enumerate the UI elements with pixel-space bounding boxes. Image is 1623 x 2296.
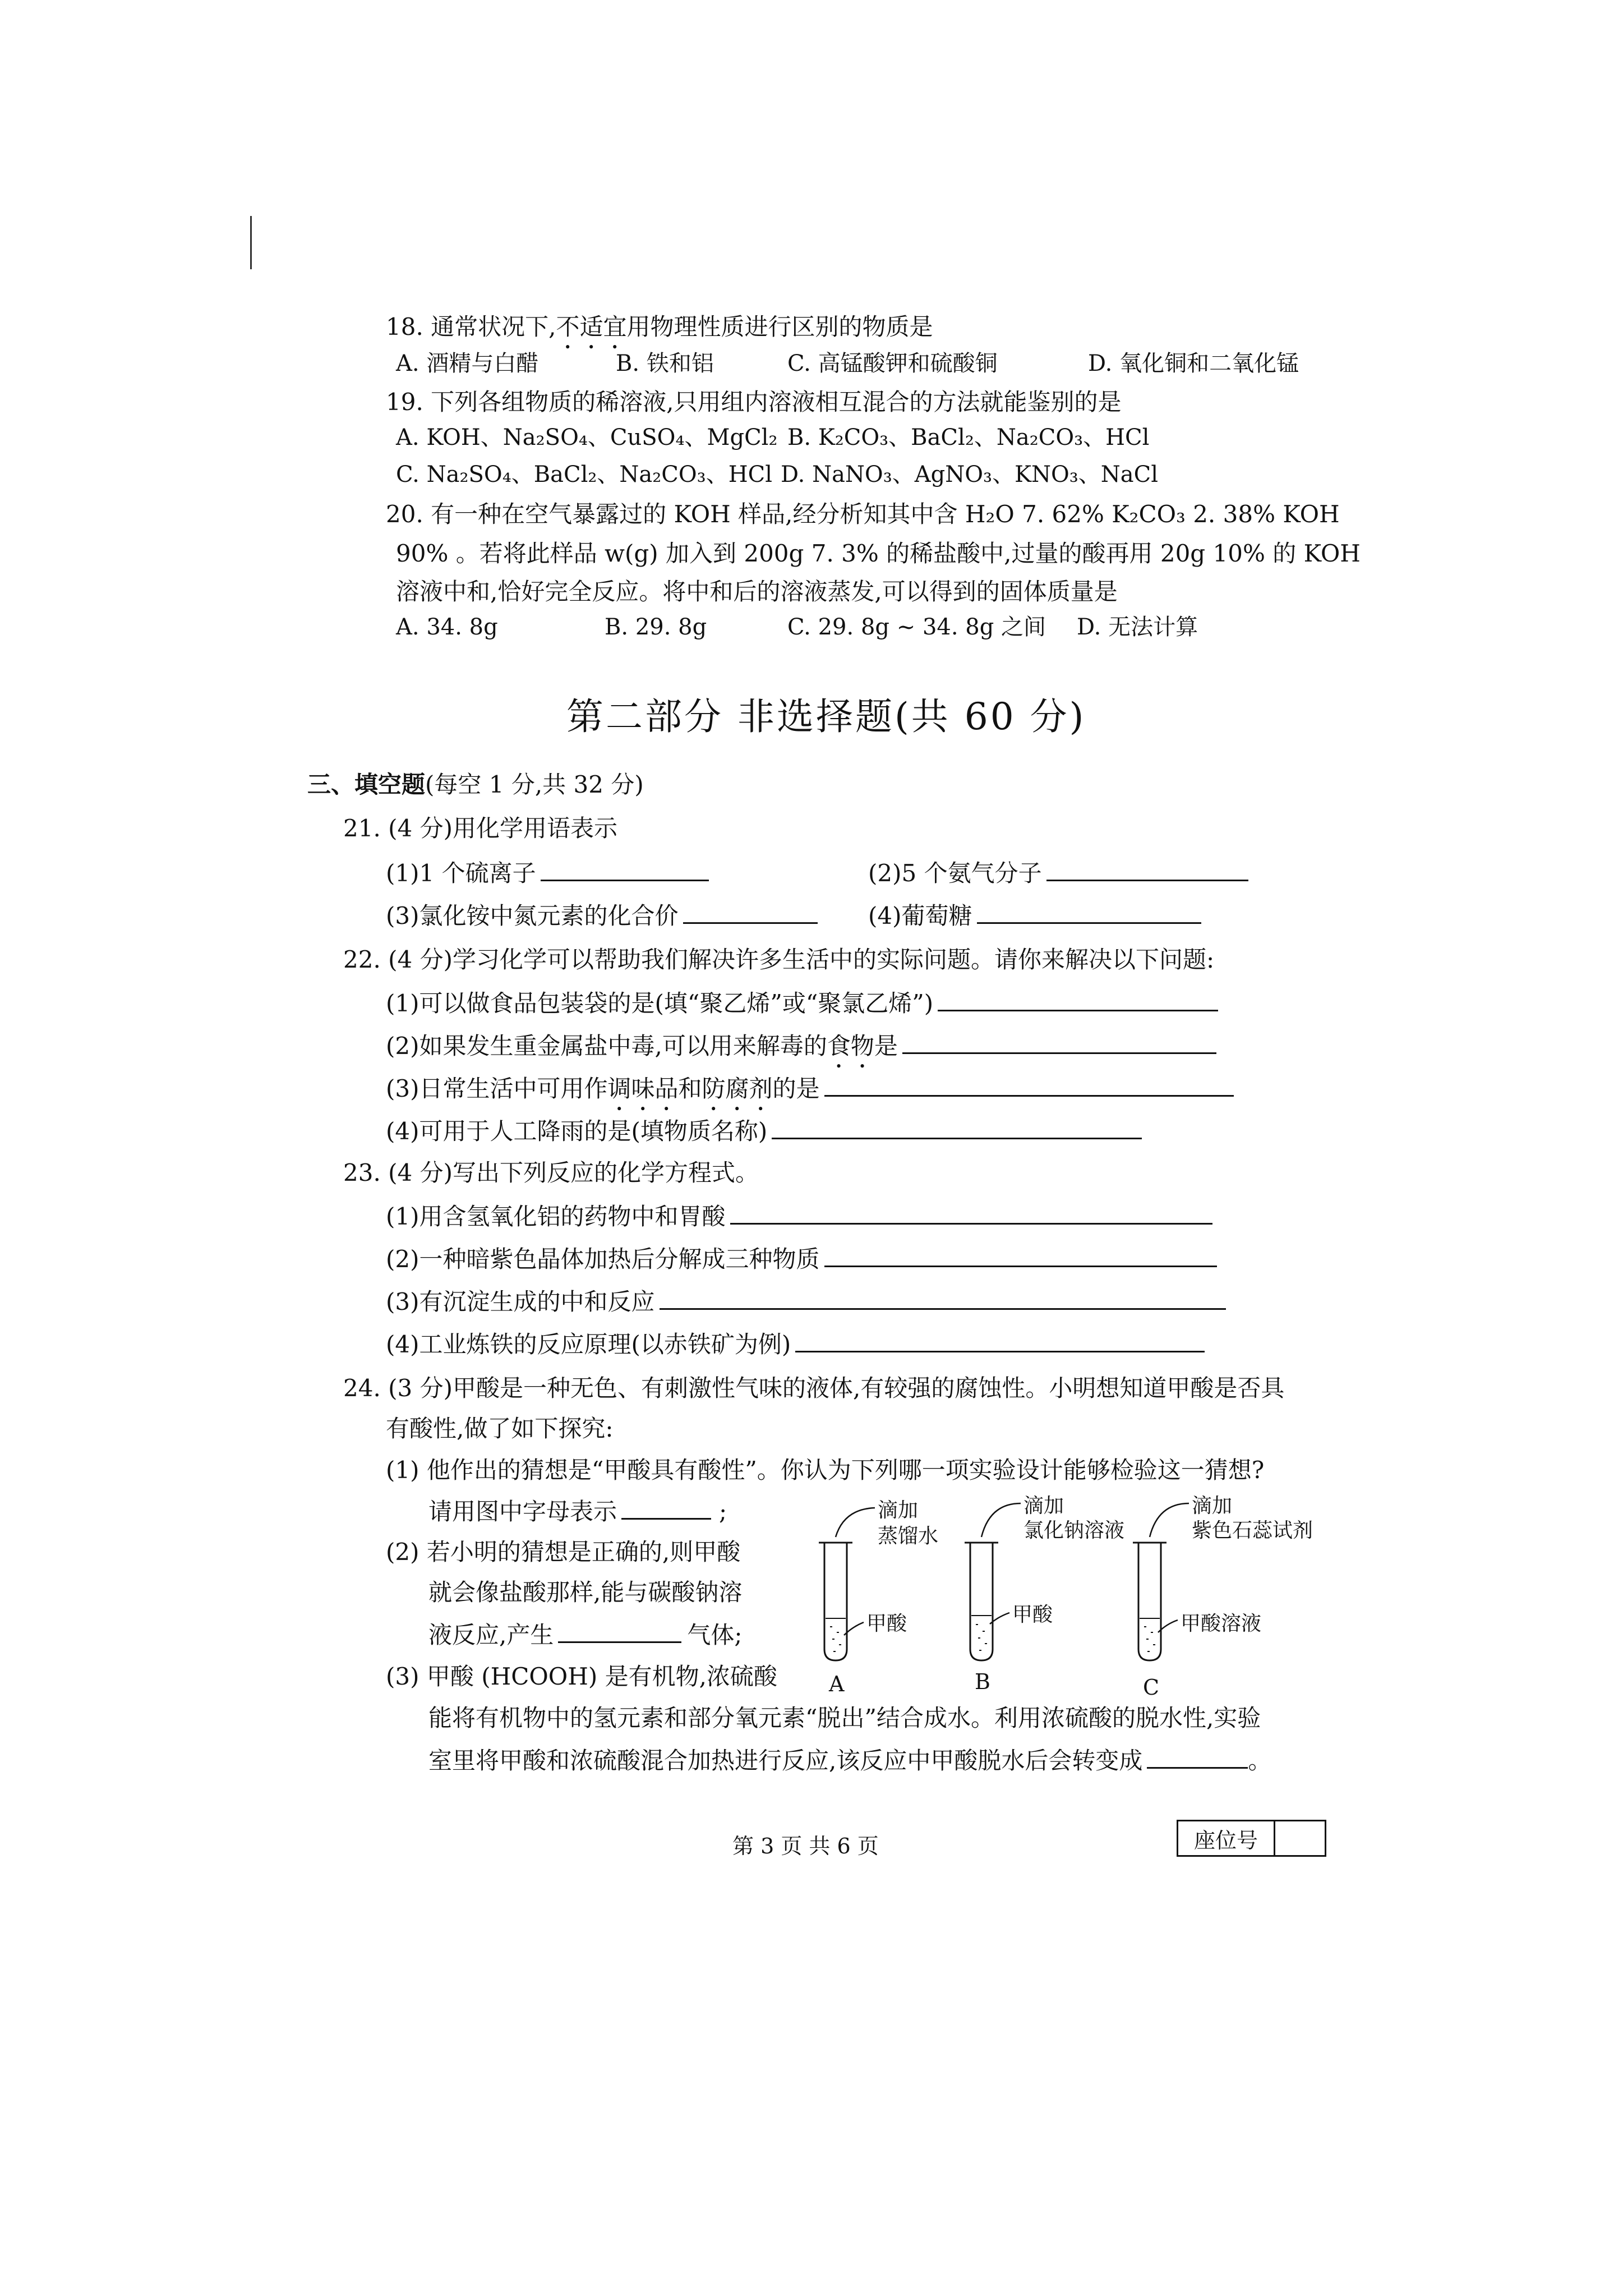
seat-label: 座位号 <box>1193 1828 1258 1853</box>
q20-option-c: C. 29. 8g ~ 34. 8g 之间 <box>787 614 1046 640</box>
answer-blank[interactable] <box>977 900 1201 924</box>
tube-b-drop-label-1: 滴加 <box>1023 1494 1064 1517</box>
q19-option-d: D. NaNO₃、AgNO₃、KNO₃、NaCl <box>781 462 1159 487</box>
answer-blank[interactable] <box>1147 1745 1248 1769</box>
q24-part3-line3: 室里将甲酸和浓硫酸混合加热进行反应,该反应中甲酸脱水后会转变成 。 <box>428 1745 1271 1776</box>
q18-option-c: C. 高锰酸钾和硫酸铜 <box>787 351 998 376</box>
q22-item-3: (3)日常生活中可用作调味品和防腐剂的是 <box>386 1073 1234 1116</box>
answer-blank[interactable] <box>541 857 709 881</box>
tube-a-drop-label-2: 蒸馏水 <box>878 1525 939 1548</box>
tube-c <box>1133 1503 1189 1660</box>
q20-line1: 20. 有一种在空气暴露过的 KOH 样品,经分析知其中含 H₂O 7. 62% K₂CO₃ 2. 38% KOH <box>386 500 1340 528</box>
tube-c-content-label: 甲酸溶液 <box>1181 1612 1262 1635</box>
answer-blank[interactable] <box>772 1115 1142 1139</box>
q19-option-c: C. Na₂SO₄、BaCl₂、Na₂CO₃、HCl <box>396 462 772 487</box>
q19-option-a: A. KOH、Na₂SO₄、CuSO₄、MgCl₂ <box>396 425 778 450</box>
seat-number-box <box>1177 1820 1328 1857</box>
q24-part3-line1: (3) 甲酸 (HCOOH) 是有机物,浓硫酸 <box>386 1663 777 1690</box>
q22-item-4: (4)可用于人工降雨的是(填物质名称) <box>386 1115 1142 1147</box>
q20-line3: 溶液中和,恰好完全反应。将中和后的溶液蒸发,可以得到的固体质量是 <box>396 578 1118 605</box>
tube-b-letter: B <box>975 1669 990 1694</box>
q18-option-b: B. 铁和铝 <box>616 351 714 376</box>
q22-item-2: (2)如果发生重金属盐中毒,可以用来解毒的食物是 <box>386 1030 1216 1073</box>
seat-label-cell <box>1177 1820 1275 1857</box>
answer-blank[interactable] <box>730 1200 1212 1225</box>
tube-a-drop-label-1: 滴加 <box>878 1499 919 1522</box>
answer-blank[interactable] <box>683 900 818 924</box>
answer-blank[interactable] <box>795 1328 1205 1352</box>
answer-blank[interactable] <box>824 1073 1234 1097</box>
test-tube-diagram <box>785 1492 1368 1705</box>
q18-option-a: A. 酒精与白醋 <box>396 351 539 376</box>
q18-stem: 18. 通常状况下,不适宜用物理性质进行区别的物质是 <box>386 313 933 341</box>
q18-option-d: D. 氧化铜和二氧化锰 <box>1088 351 1299 376</box>
answer-blank[interactable] <box>938 987 1218 1011</box>
q24-part2-line1: (2) 若小明的猜想是正确的,则甲酸 <box>386 1538 741 1566</box>
tube-b-drop-label-2: 氯化钠溶液 <box>1023 1519 1125 1542</box>
tube-c-letter: C <box>1143 1675 1160 1700</box>
tube-c-drop-label-2: 紫色石蕊试剂 <box>1192 1519 1313 1542</box>
seat-number-field[interactable] <box>1272 1820 1326 1857</box>
q21-item-3: (3)氯化铵中氮元素的化合价 <box>386 900 818 931</box>
scan-mark <box>250 216 252 269</box>
tube-b-content-label: 甲酸 <box>1012 1603 1053 1626</box>
q24-part2-line3: 液反应,产生 气体; <box>428 1619 743 1650</box>
q24-part2-line2: 就会像盐酸那样,能与碳酸钠溶 <box>428 1579 743 1606</box>
q23-item-2: (2)一种暗紫色晶体加热后分解成三种物质 <box>386 1243 1217 1274</box>
q24-part3-line2: 能将有机物中的氢元素和部分氧元素“脱出”结合成水。利用浓硫酸的脱水性,实验 <box>428 1704 1261 1732</box>
q20-option-d: D. 无法计算 <box>1077 614 1198 640</box>
section3-heading: 三、填空题(每空 1 分,共 32 分) <box>307 771 644 798</box>
q24-line-2: 有酸性,做了如下探究: <box>386 1415 614 1442</box>
q22-item-1: (1)可以做食品包装袋的是(填“聚乙烯”或“聚氯乙烯”) <box>386 987 1218 1019</box>
q23-item-3: (3)有沉淀生成的中和反应 <box>386 1286 1226 1317</box>
q21-item-2: (2)5 个氨气分子 <box>868 857 1248 889</box>
answer-blank[interactable] <box>558 1619 681 1643</box>
tube-b <box>965 1503 1021 1660</box>
q19-stem: 19. 下列各组物质的稀溶液,只用组内溶液相互混合的方法就能鉴别的是 <box>386 388 1122 416</box>
tube-a-content-label: 甲酸 <box>866 1612 907 1635</box>
answer-blank[interactable] <box>1046 857 1248 881</box>
q20-option-a: A. 34. 8g <box>396 614 498 640</box>
tube-c-drop-label-1: 滴加 <box>1192 1494 1233 1517</box>
q21-stem: 21. (4 分)用化学用语表示 <box>343 815 617 842</box>
q19-option-b: B. K₂CO₃、BaCl₂、Na₂CO₃、HCl <box>787 425 1150 450</box>
q24-line-1: 24. (3 分)甲酸是一种无色、有刺激性气味的液体,有较强的腐蚀性。小明想知道甲酸是否具 <box>343 1374 1285 1402</box>
answer-blank[interactable] <box>660 1286 1226 1310</box>
tube-a-letter: A <box>829 1672 845 1696</box>
q24-part1-line1: (1) 他作出的猜想是“甲酸具有酸性”。你认为下列哪一项实验设计能够检验这一猜想? <box>386 1456 1265 1484</box>
q21-item-4: (4)葡萄糖 <box>868 900 1201 931</box>
q23-item-4: (4)工业炼铁的反应原理(以赤铁矿为例) <box>386 1328 1205 1360</box>
q22-stem: 22. (4 分)学习化学可以帮助我们解决许多生活中的实际问题。请你来解决以下问题: <box>343 946 1215 973</box>
q23-item-1: (1)用含氢氧化铝的药物中和胃酸 <box>386 1200 1212 1232</box>
answer-blank[interactable] <box>824 1243 1217 1267</box>
part2-title: 第二部分 非选择题(共 60 分) <box>566 695 1086 738</box>
tube-a <box>819 1508 875 1660</box>
q20-option-b: B. 29. 8g <box>605 614 707 640</box>
answer-blank[interactable] <box>902 1030 1216 1054</box>
page-number: 第 3 页 共 6 页 <box>732 1834 879 1858</box>
q23-stem: 23. (4 分)写出下列反应的化学方程式。 <box>343 1159 759 1186</box>
q20-line2: 90% 。若将此样品 w(g) 加入到 200g 7. 3% 的稀盐酸中,过量的酸再用 20g 10% 的 KOH <box>396 540 1361 567</box>
q24-part1-line2: 请用图中字母表示 ; <box>428 1496 727 1527</box>
q21-item-1: (1)1 个硫离子 <box>386 857 709 889</box>
answer-blank[interactable] <box>621 1496 711 1520</box>
